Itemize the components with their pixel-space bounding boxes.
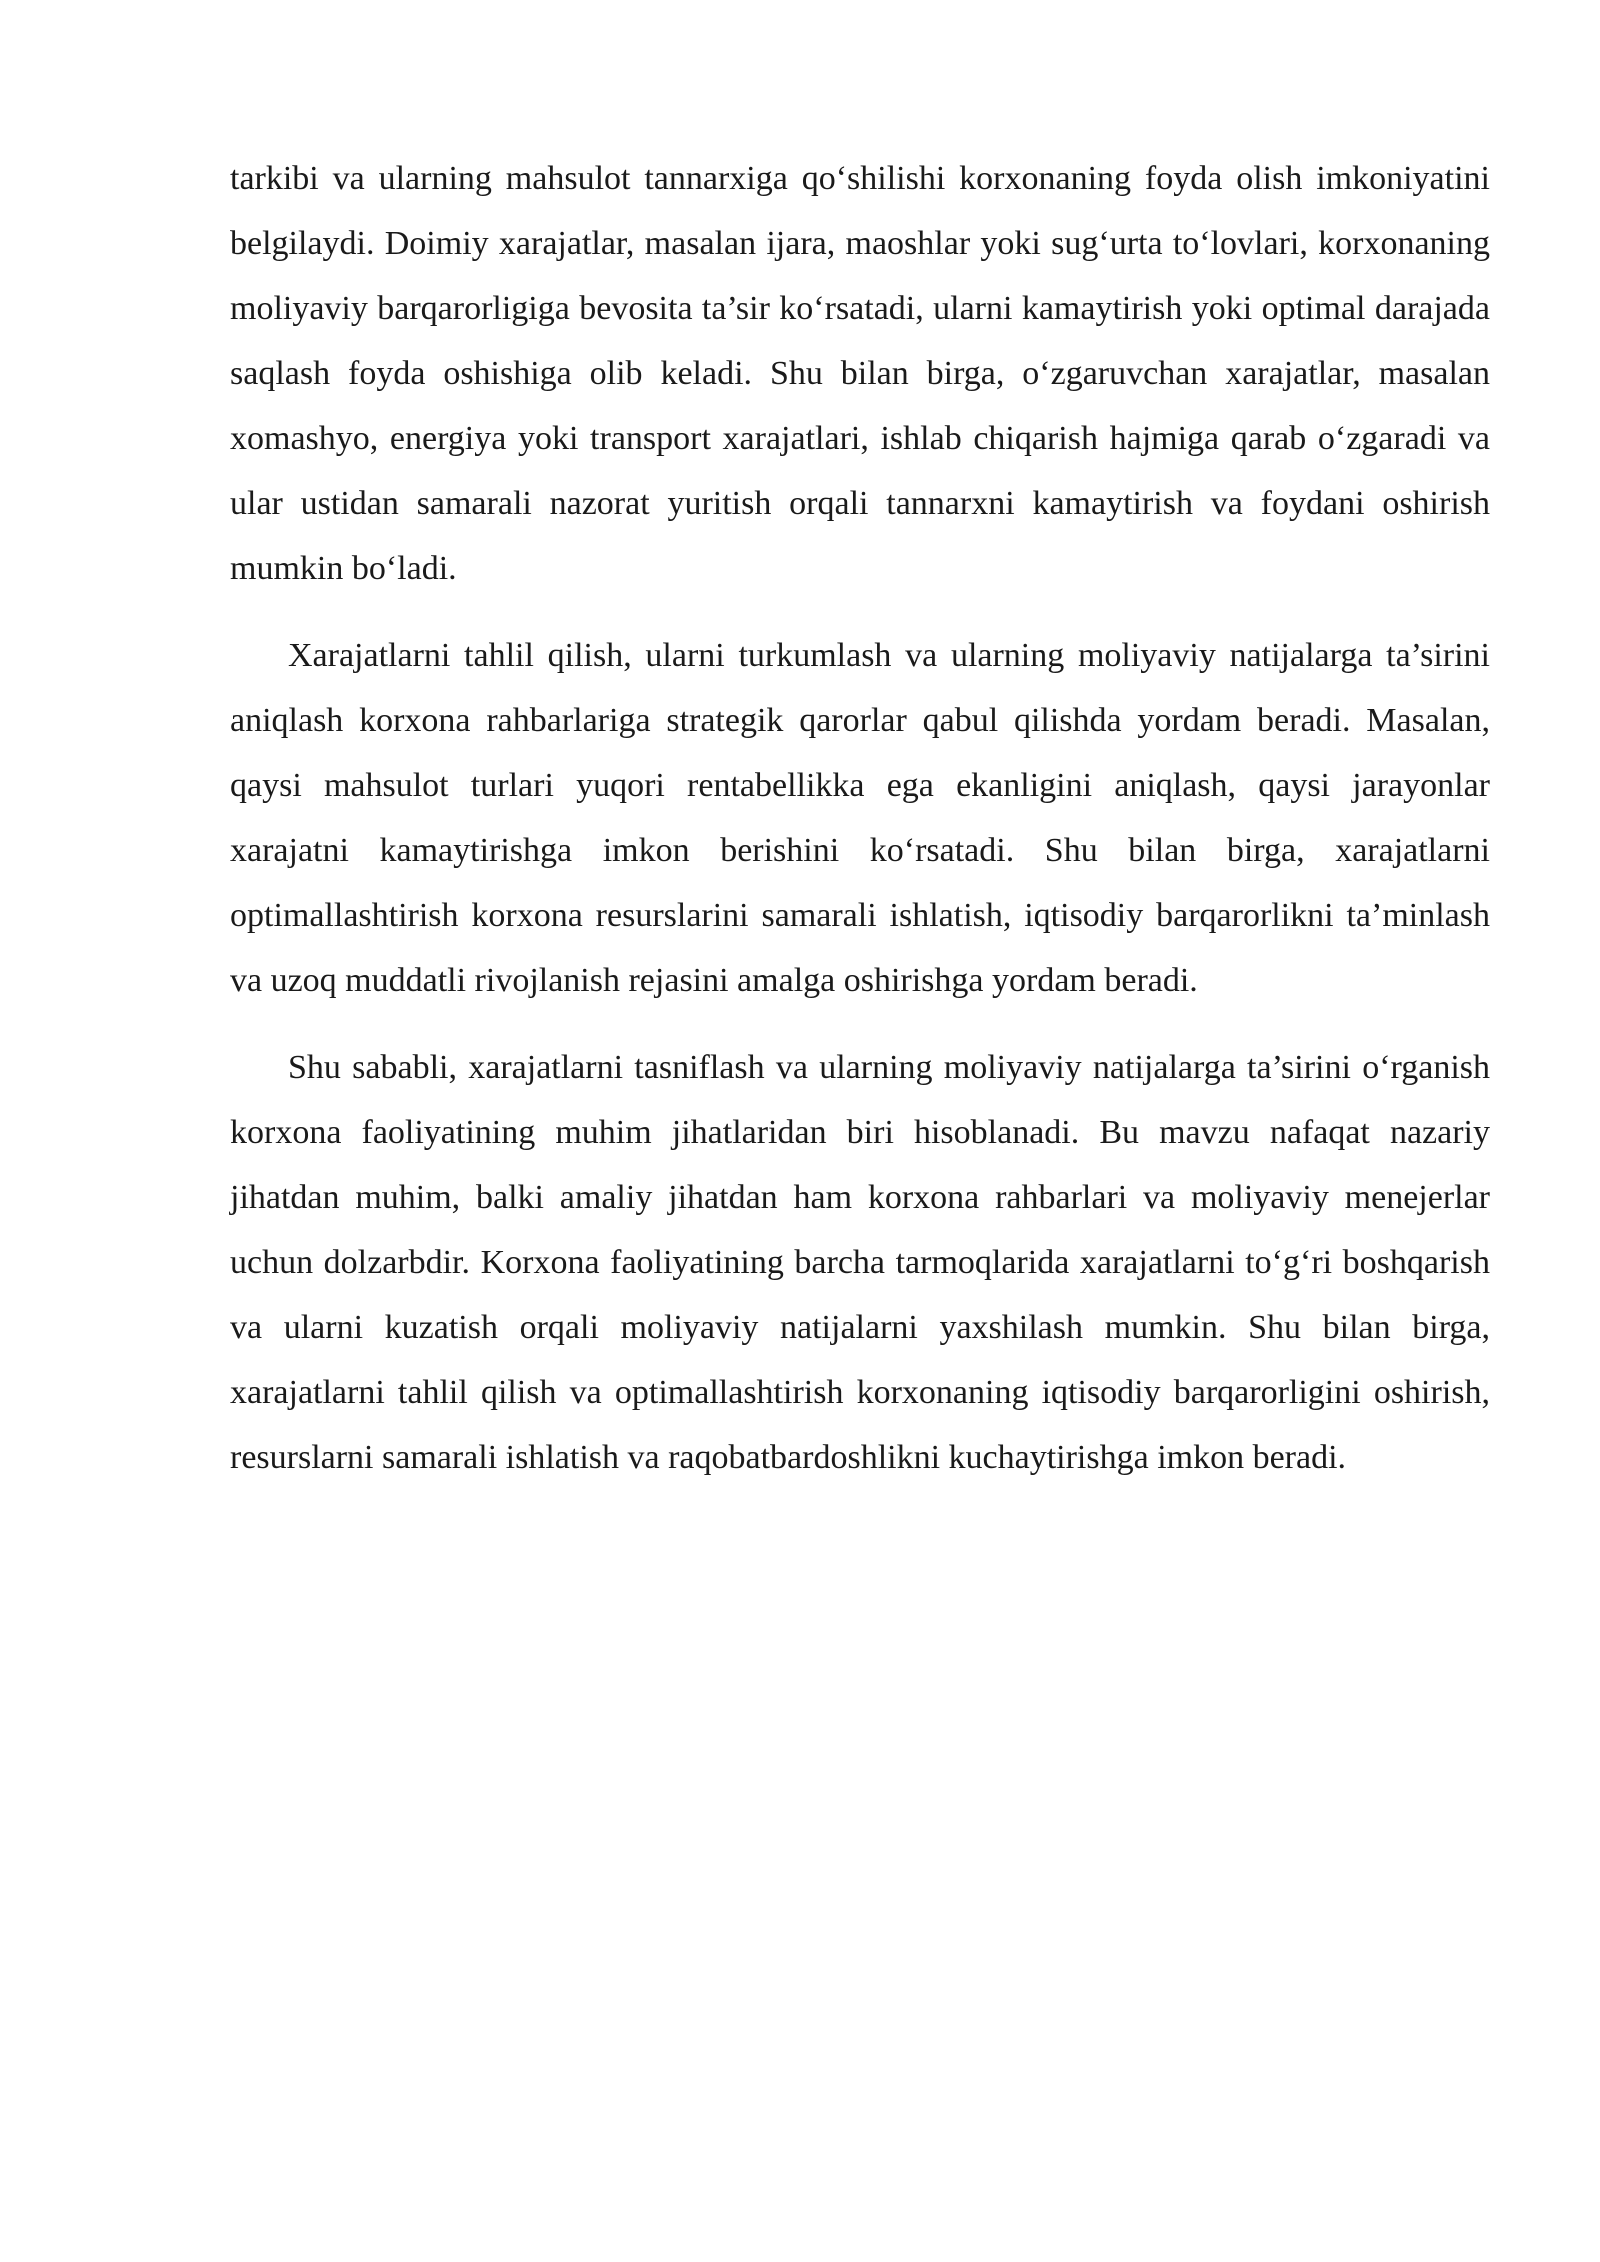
body-text — [230, 146, 1490, 1512]
paragraph: Xarajatlarni tahlil qilish, ularni turkumlash va ularning moliyaviy natijalarga ta’sirini aniqlash korxona rahbarlariga strategik qarorlar qabul qilishda yordam beradi. Masalan, qaysi mahsulot turlari yuqori rentabellikka ega ekanligini aniqlash, qaysi jarayonlar xarajatni kamaytirishga imkon berishini ko‘rsatadi. Shu bilan birga, xarajatlarni optimallashtirish korxona resurslarini samarali ishlatish, iqtisodiy barqarorlikni ta’minlash va uzoq muddatli rivojlanish rejasini amalga oshirishga yordam beradi. — [230, 637, 1490, 999]
paragraph: tarkibi va ularning mahsulot tannarxiga qo‘shilishi korxonaning foyda olish imkoniyatini belgilaydi. Doimiy xarajatlar, masalan ijara, maoshlar yoki sug‘urta to‘lovlari, korxonaning moliyaviy barqarorligiga bevosita ta’sir ko‘rsatadi, ularni kamaytirish yoki optimal darajada saqlash foyda oshishiga olib keladi. Shu bilan birga, o‘zgaruvchan xarajatlar, masalan xomashyo, energiya yoki transport xarajatlari, ishlab chiqarish hajmiga qarab o‘zgaradi va ular ustidan samarali nazorat yuritish orqali tannarxni kamaytirish va foydani oshirish mumkin bo‘ladi. — [230, 160, 1490, 587]
paragraph: Shu sababli, xarajatlarni tasniflash va ularning moliyaviy natijalarga ta’sirini o‘rganish korxona faoliyatining muhim jihatlaridan biri hisoblanadi. Bu mavzu nafaqat nazariy jihatdan muhim, balki amaliy jihatdan ham korxona rahbarlari va moliyaviy menejerlar uchun dolzarbdir. Korxona faoliyatining barcha tarmoqlarida xarajatlarni to‘g‘ri boshqarish va ularni kuzatish orqali moliyaviy natijalarni yaxshilash mumkin. Shu bilan birga, xarajatlarni tahlil qilish va optimallashtirish korxonaning iqtisodiy barqarorligini oshirish, resurslarni samarali ishlatish va raqobatbardoshlikni kuchaytirishga imkon beradi. — [230, 1049, 1490, 1476]
